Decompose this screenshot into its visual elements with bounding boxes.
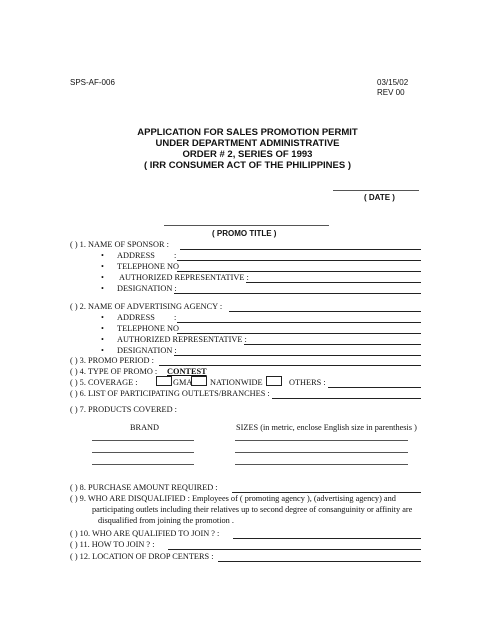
field-11-label: ( ) 11. HOW TO JOIN ? : — [70, 540, 155, 549]
title-line-3: ORDER # 2, SERIES OF 1993 — [182, 149, 313, 160]
qualified-line[interactable] — [233, 538, 421, 539]
field-9-text-3: disqualified from joining the promotion . — [98, 516, 234, 525]
bullet-icon: • — [101, 262, 104, 271]
sponsor-telephone-line[interactable] — [177, 271, 421, 272]
sizes-line[interactable] — [235, 452, 408, 453]
coverage-gma-label: GMA — [173, 378, 193, 387]
sponsor-authrep-label: AUTHORIZED REPRESENTATIVE : — [119, 273, 249, 282]
agency-telephone-line[interactable] — [177, 333, 421, 334]
brand-line[interactable] — [92, 464, 194, 465]
date-label: ( DATE ) — [364, 193, 395, 202]
field-3-label: ( ) 3. PROMO PERIOD : — [70, 356, 154, 365]
promo-title-line[interactable] — [164, 225, 329, 226]
field-9-text-2: participating outlets including their relatives up to second degree of consanguinity or affinity are — [92, 505, 413, 514]
field-2-label: ( ) 2. NAME OF ADVERTISING AGENCY : — [70, 302, 223, 311]
form-revision: REV 00 — [377, 88, 405, 97]
brand-line[interactable] — [92, 440, 194, 441]
sponsor-designation-line[interactable] — [174, 293, 421, 294]
field-4-label: ( ) 4. TYPE OF PROMO : — [70, 367, 158, 376]
bullet-icon: • — [101, 335, 104, 344]
bullet-icon: • — [101, 251, 104, 260]
sponsor-address-label: ADDRESS — [117, 251, 155, 260]
sponsor-telephone-label: TELEPHONE NO — [117, 262, 179, 271]
brand-column-label: BRAND — [130, 423, 160, 432]
sizes-line[interactable] — [235, 440, 408, 441]
coverage-others-label: OTHERS : — [289, 378, 326, 387]
field-7-label: ( ) 7. PRODUCTS COVERED : — [70, 405, 177, 414]
field-12-label: ( ) 12. LOCATION OF DROP CENTERS : — [70, 552, 214, 561]
sizes-line[interactable] — [235, 464, 408, 465]
agency-address-line[interactable] — [177, 322, 421, 323]
promo-type-value: CONTEST — [167, 367, 207, 376]
sponsor-designation-label: DESIGNATION : — [117, 284, 177, 293]
colon: : — [174, 313, 177, 322]
drop-centers-line[interactable] — [218, 561, 421, 562]
sponsor-address-line[interactable] — [177, 260, 421, 261]
bullet-icon: • — [101, 273, 104, 282]
coverage-others-checkbox[interactable] — [266, 376, 282, 386]
form-code: SPS-AF-006 — [70, 78, 115, 87]
colon: : — [174, 251, 177, 260]
agency-name-line[interactable] — [229, 311, 421, 312]
agency-authrep-line[interactable] — [244, 344, 421, 345]
title-line-2: UNDER DEPARTMENT ADMINISTRATIVE — [155, 138, 340, 149]
field-5-label: ( ) 5. COVERAGE : — [70, 378, 138, 387]
promo-period-line[interactable] — [159, 365, 421, 366]
agency-designation-line[interactable] — [174, 355, 421, 356]
sizes-column-label: SIZES (in metric, enclose English size in parenthesis ) — [236, 423, 417, 432]
bullet-icon: • — [101, 313, 104, 322]
outlets-line[interactable] — [272, 398, 421, 399]
agency-authrep-label: AUTHORIZED REPRESENTATIVE : — [117, 335, 247, 344]
agency-telephone-label: TELEPHONE NO — [117, 324, 179, 333]
title-line-4: ( IRR CONSUMER ACT OF THE PHILIPPINES ) — [143, 160, 352, 171]
field-9-label: ( ) 9. WHO ARE DISQUALIFIED : Employees of ( promoting agency ), (advertising agency) and — [70, 494, 396, 503]
sponsor-authrep-line[interactable] — [246, 282, 421, 283]
promo-title-label: ( PROMO TITLE ) — [212, 229, 277, 238]
how-to-join-line[interactable] — [168, 549, 421, 550]
bullet-icon: • — [101, 346, 104, 355]
field-10-label: ( ) 10. WHO ARE QUALIFIED TO JOIN ? : — [70, 529, 220, 538]
coverage-gma-checkbox[interactable] — [156, 376, 172, 386]
bullet-icon: • — [101, 284, 104, 293]
agency-designation-label: DESIGNATION : — [117, 346, 177, 355]
field-8-label: ( ) 8. PURCHASE AMOUNT REQUIRED : — [70, 483, 218, 492]
sponsor-name-line[interactable] — [180, 249, 421, 250]
bullet-icon: • — [101, 324, 104, 333]
coverage-others-line[interactable] — [328, 387, 421, 388]
coverage-nationwide-checkbox[interactable] — [191, 376, 207, 386]
agency-address-label: ADDRESS — [117, 313, 155, 322]
title-line-1: APPLICATION FOR SALES PROMOTION PERMIT — [137, 127, 358, 138]
brand-line[interactable] — [92, 452, 194, 453]
field-1-label: ( ) 1. NAME OF SPONSOR : — [70, 240, 169, 249]
form-date: 03/15/02 — [377, 78, 409, 87]
coverage-nationwide-label: NATIONWIDE — [210, 378, 263, 387]
purchase-amount-line[interactable] — [232, 492, 421, 493]
field-6-label: ( ) 6. LIST OF PARTICIPATING OUTLETS/BRANCHES : — [70, 389, 270, 398]
date-line[interactable] — [333, 190, 419, 191]
